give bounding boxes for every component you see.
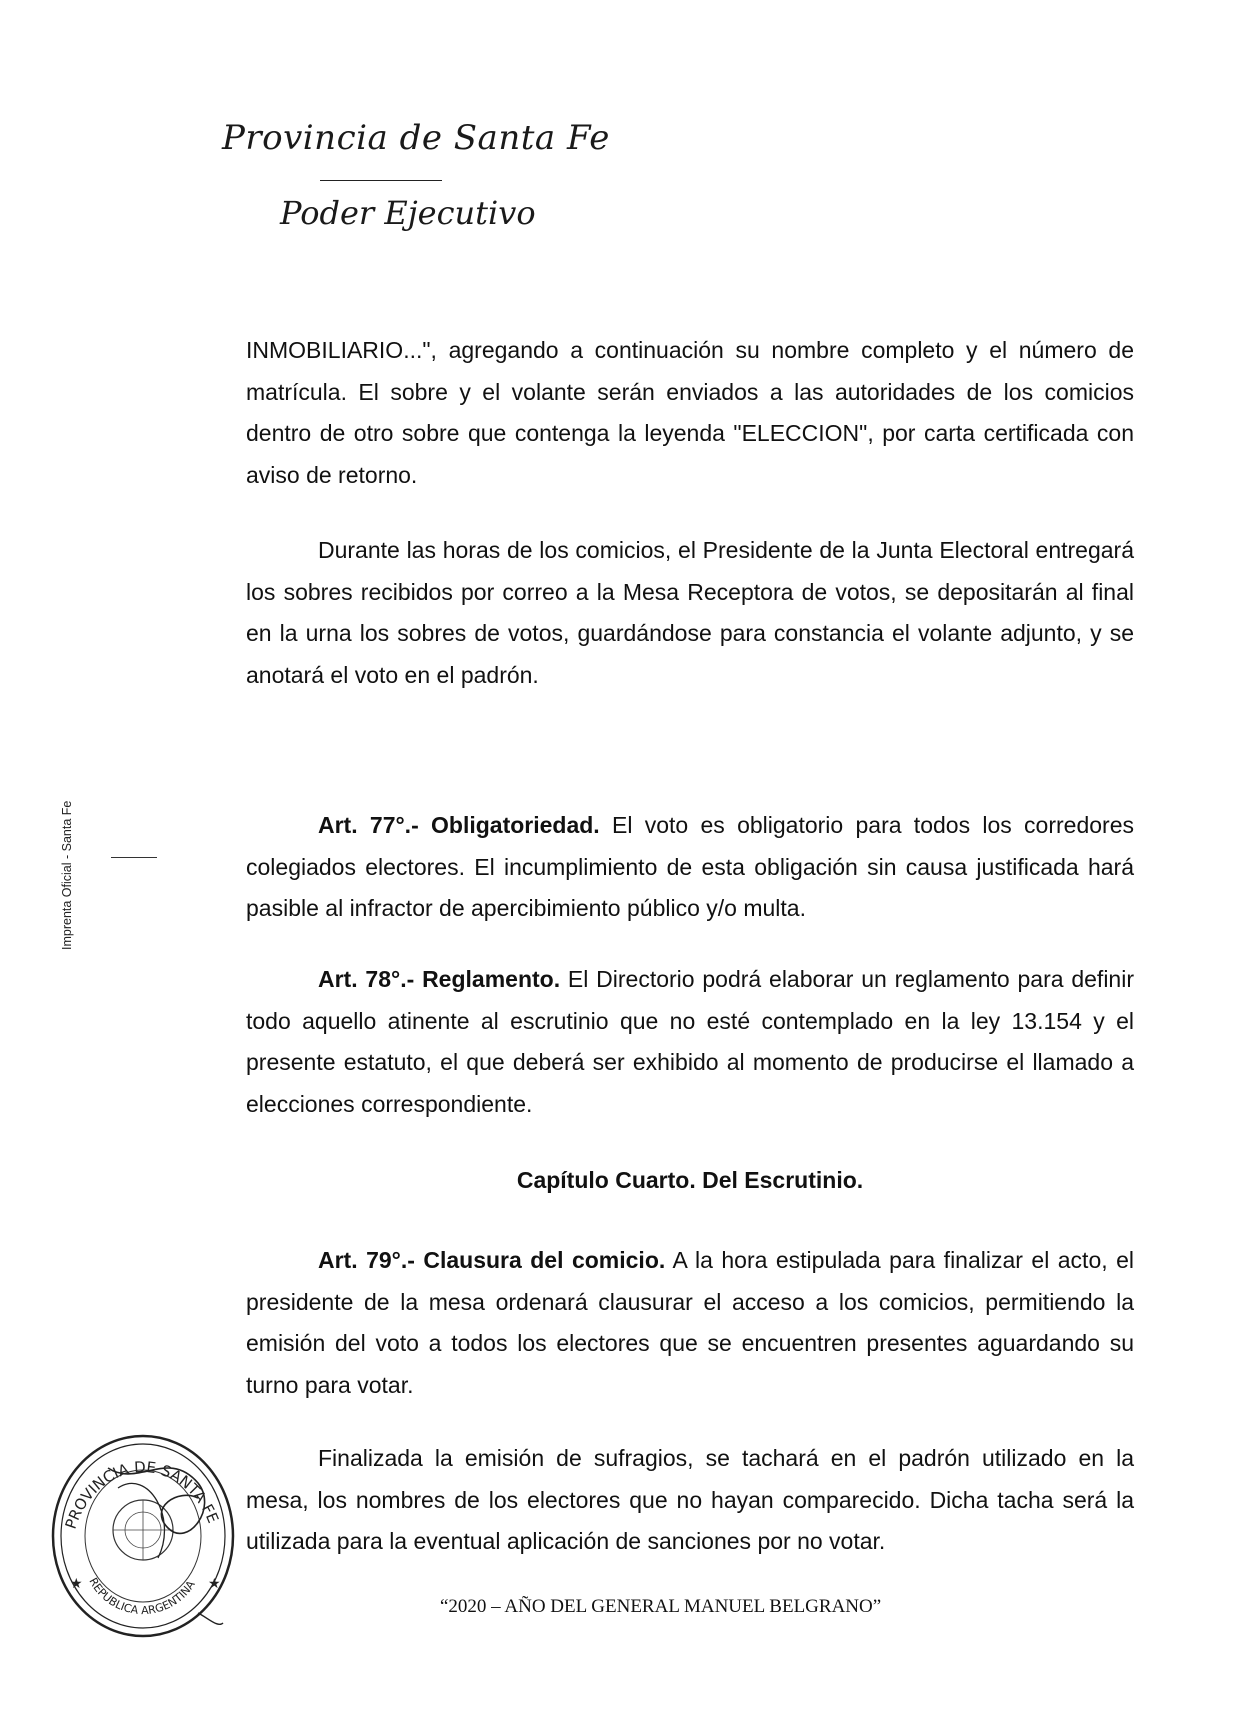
article-77-heading: Art. 77°.- Obligatoriedad.: [318, 812, 600, 838]
article-79: [246, 1240, 1134, 1406]
letterhead-authority: Poder Ejecutivo: [280, 194, 536, 232]
article-77: [246, 805, 1134, 930]
article-78-heading: Art. 78°.- Reglamento.: [318, 966, 561, 992]
seal-outer-text: PROVINCIA DE SANTA FE: [61, 1457, 223, 1532]
article-78: [246, 959, 1134, 1125]
svg-text:★: ★: [70, 1575, 83, 1591]
official-seal-stamp: [48, 1428, 238, 1638]
letterhead-province: Provincia de Santa Fe: [222, 118, 610, 158]
letterhead-divider: [320, 180, 442, 181]
article-77-text: El voto es obligatorio para todos los corredores colegiados electores. El incumplimiento de esta obligación sin causa justificada hará pasible al infractor de apercibimiento público y/o multa.: [246, 812, 1134, 921]
svg-text:★: ★: [208, 1575, 221, 1591]
article-78-text: El Directorio podrá elaborar un reglamento para definir todo aquello atinente al escrutinio que no esté contemplado en la ley 13.154 y el presente estatuto, el que deberá ser exhibido al momento de producirse el llamado a elecciones correspondiente.: [246, 966, 1134, 1117]
footer-motto: “2020 – AÑO DEL GENERAL MANUEL BELGRANO”: [440, 1596, 882, 1617]
margin-mark: [111, 857, 157, 858]
article-79-heading: Art. 79°.- Clausura del comicio.: [318, 1247, 666, 1273]
article-79-text: A la hora estipulada para finalizar el acto, el presidente de la mesa ordenará clausurar el acceso a los comicios, permitiendo la emisión del voto a todos los electores que se encuentren presentes aguardando su turno para votar.: [246, 1247, 1134, 1398]
printer-side-label: Imprenta Oficial - Santa Fe: [60, 800, 74, 950]
paragraph-final: Finalizada la emisión de sufragios, se tachará en el padrón utilizado en la mesa, los nombres de los electores que no hayan comparecido. Dicha tacha será la utilizada para la eventual aplicación de sanciones por no votar.: [246, 1445, 1134, 1554]
paragraph-voting-hours: Durante las horas de los comicios, el Presidente de la Junta Electoral entregará los sobres recibidos por correo a la Mesa Receptora de votos, se depositarán al final en la urna los sobres de votos, guardándose para constancia el volante adjunto, y se anotará el voto en el padrón.: [246, 537, 1134, 688]
chapter-heading: Capítulo Cuarto. Del Escrutinio.: [516, 1167, 864, 1193]
seal-bottom-text: REPUBLICA ARGENTINA: [86, 1575, 198, 1618]
paragraph-continuation: INMOBILIARIO...", agregando a continuación su nombre completo y el número de matrícula. El sobre y el volante serán enviados a las autoridades de los comicios dentro de otro sobre que contenga la leyenda "ELECCION", por carta certificada con aviso de retorno.: [246, 337, 1134, 488]
